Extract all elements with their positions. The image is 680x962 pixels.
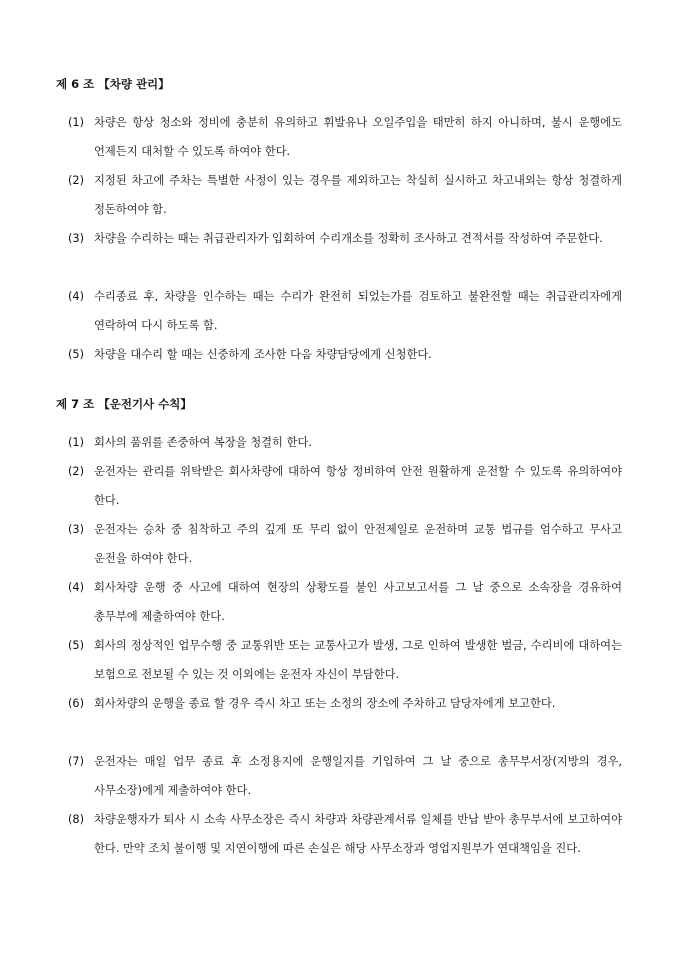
item-text: 회사차량의 운행을 종료 할 경우 즉시 차고 또는 소정의 장소에 주차하고 담당자에게 보고한다. (94, 697, 556, 710)
item-text: 수리종료 후, 차량을 인수하는 때는 수리가 완전히 되었는가를 검토하고 불완전할 때는 취급관리자에게 연락하여 다시 하도록 함. (94, 290, 622, 332)
article-item (0, 428, 680, 457)
article-item (0, 224, 680, 282)
item-number: (4) (68, 581, 85, 594)
item-number: (7) (68, 755, 85, 768)
item-text: 차량을 대수리 할 때는 신중하게 조사한 다음 차량담당에게 신청한다. (94, 348, 432, 361)
item-text: 회사의 품위를 존중하여 복장을 청결히 한다. (94, 436, 312, 449)
item-number: (1) (68, 116, 85, 129)
item-number: (6) (68, 697, 85, 710)
item-number: (5) (68, 348, 85, 361)
article-item (0, 340, 680, 369)
item-number: (3) (68, 232, 85, 245)
article-item (0, 457, 680, 515)
article-item (0, 573, 680, 631)
article-title: 제 7 조 【운전기사 수칙】 (56, 397, 192, 411)
item-number: (3) (68, 523, 85, 536)
item-number: (8) (68, 813, 85, 826)
article-item (0, 108, 680, 166)
item-text: 운전자는 매일 업무 종료 후 소정용지에 운행일지를 기입하여 그 날 중으로 총무부서장(지방의 경우, 사무소장)에게 제출하여야 한다. (94, 755, 622, 797)
article-item-list (0, 108, 680, 369)
article-item (0, 282, 680, 340)
article-item (0, 631, 680, 689)
article-item (0, 689, 680, 747)
item-number: (4) (68, 290, 85, 303)
article-item (0, 166, 680, 224)
article-item (0, 805, 680, 863)
item-text: 회사의 정상적인 업무수행 중 교통위반 또는 교통사고가 발생, 그로 인하여 발생한 벌금, 수리비에 대하여는 보험으로 전보될 수 있는 것 이외에는 운전자 자신이 부담한다. (94, 639, 622, 681)
article-item (0, 515, 680, 573)
item-number: (2) (68, 174, 85, 187)
item-text: 운전자는 관리를 위탁받은 회사차량에 대하여 항상 정비하여 안전 원활하게 운전할 수 있도록 유의하여야 한다. (94, 465, 622, 507)
item-number: (5) (68, 639, 85, 652)
item-text: 지정된 차고에 주차는 특별한 사정이 있는 경우를 제외하고는 착실히 실시하고 차고내외는 항상 청결하게 정돈하여야 함. (94, 174, 622, 216)
item-number: (1) (68, 436, 85, 449)
item-number: (2) (68, 465, 85, 478)
item-text: 운전자는 승차 중 침착하고 주의 깊게 또 무리 없이 안전제일로 운전하며 교통 법규를 엄수하고 무사고 운전을 하여야 한다. (94, 523, 622, 565)
item-text: 회사차량 운행 중 사고에 대하여 현장의 상황도를 붙인 사고보고서를 그 날 중으로 소속장을 경유하여 총무부에 제출하여야 한다. (94, 581, 622, 623)
item-text: 차량을 수리하는 때는 취급관리자가 입회하여 수리개소를 정확히 조사하고 견적서를 작성하여 주문한다. (94, 232, 603, 245)
article-item-list (0, 428, 680, 863)
item-text: 차량운행자가 퇴사 시 소속 사무소장은 즉시 차량과 차량관계서류 일체를 반납 받아 총무부서에 보고하여야 한다. 만약 조치 불이행 및 지연이행에 따른 손실은 해당 사무소장과 영업지원부가 연대책임을 진다. (94, 813, 622, 855)
item-text: 차량은 항상 청소와 정비에 충분히 유의하고 휘발유나 오일주입을 태만히 하지 아니하며, 불시 운행에도 언제든지 대처할 수 있도록 하여야 한다. (94, 116, 622, 158)
article-item (0, 747, 680, 805)
article-title: 제 6 조 【차량 관리】 (56, 77, 170, 91)
